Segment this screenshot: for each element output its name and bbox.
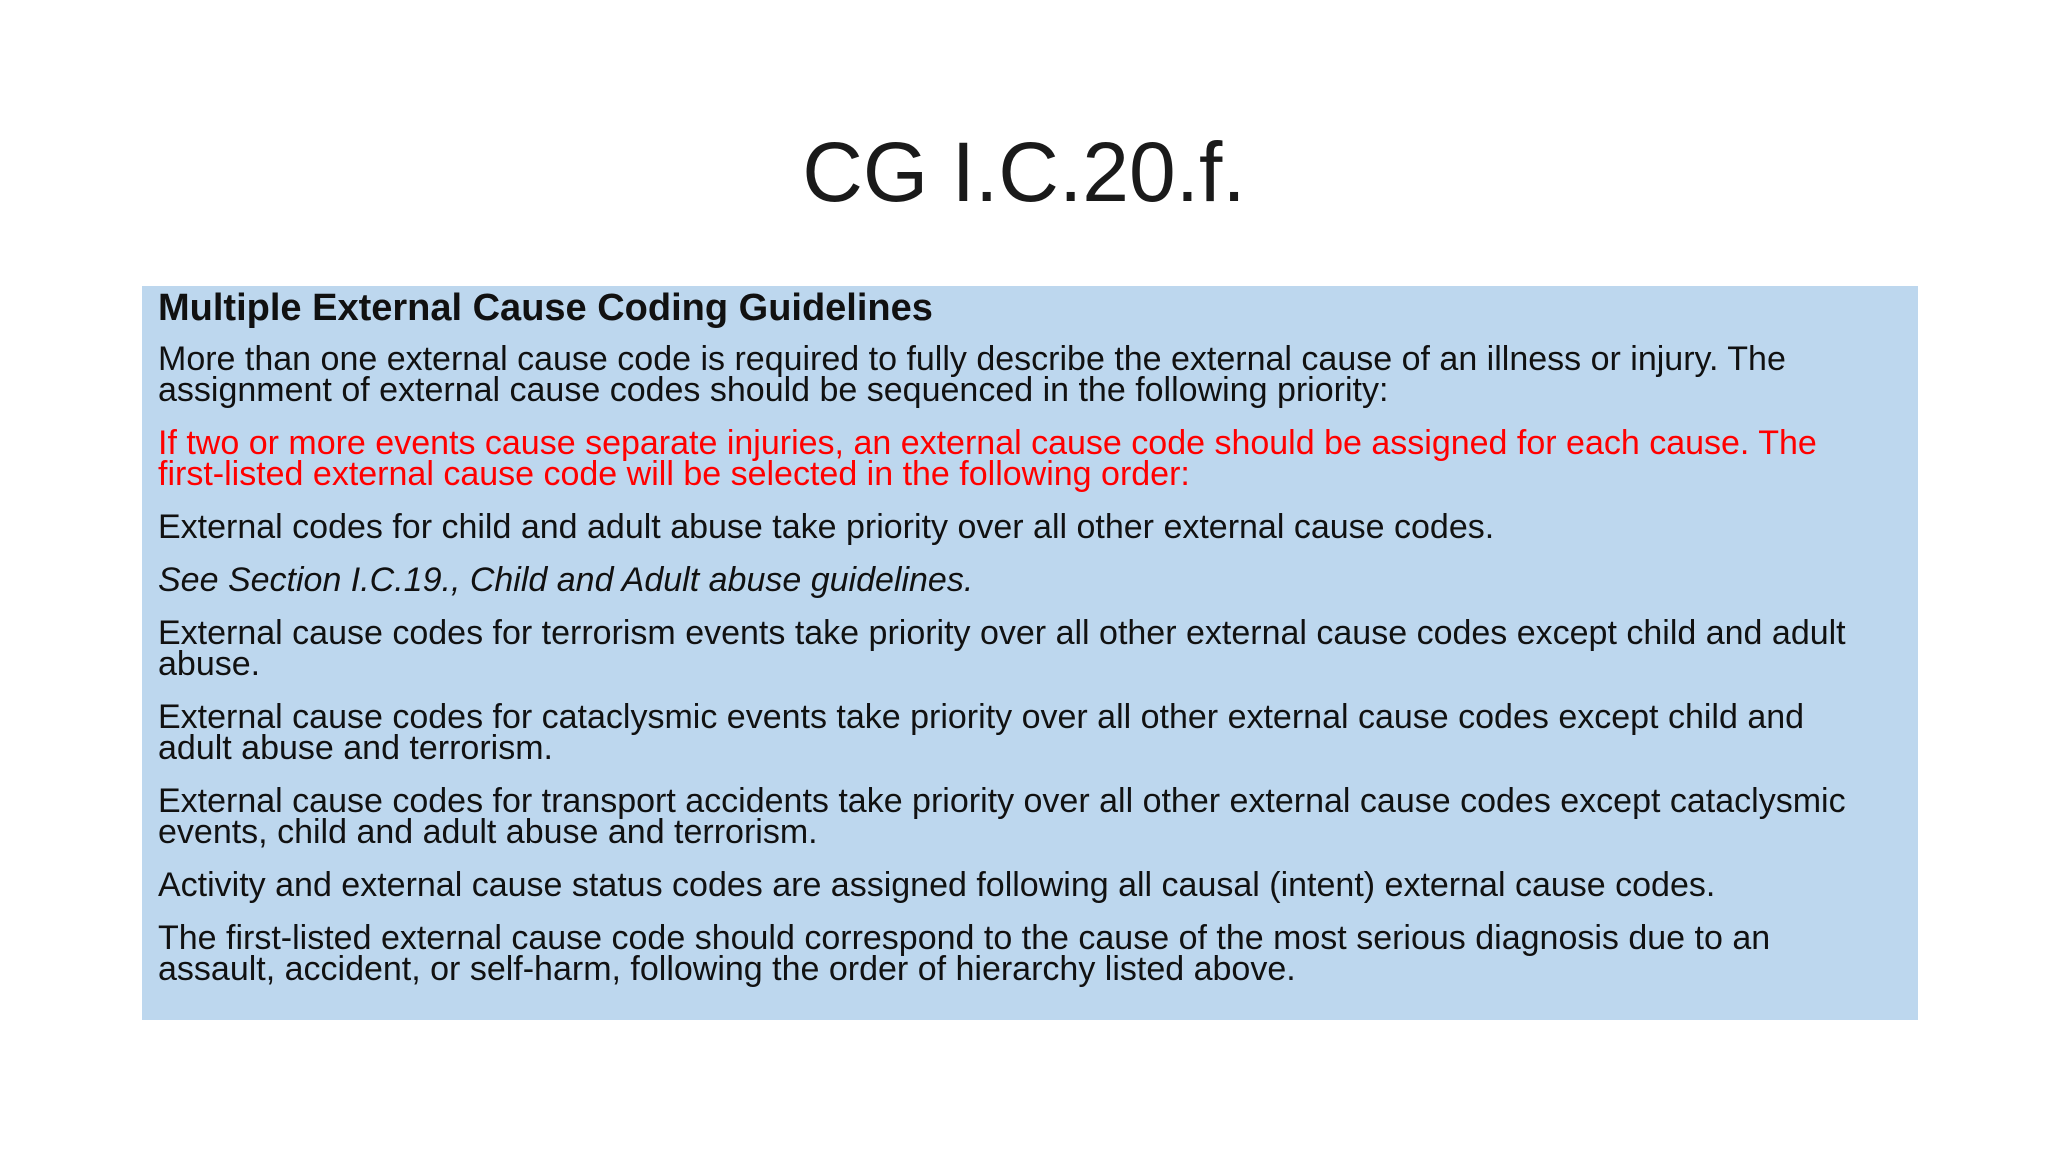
paragraph-cataclysmic: External cause codes for cataclysmic events take priority over all other external cause codes except child and adult abuse and terrorism. — [158, 698, 1805, 767]
slide-title: CG I.C.20.f. — [802, 125, 1246, 219]
box-heading: Multiple External Cause Coding Guidelines — [158, 287, 933, 329]
paragraph-first-listed: The first-listed external cause code should correspond to the cause of the most serious diagnosis due to an assault, accident, or self-harm, following the order of hierarchy listed above. — [158, 919, 1771, 988]
paragraph-terrorism: External cause codes for terrorism events take priority over all other external cause codes except child and adult abuse. — [158, 614, 1846, 683]
paragraph-transport: External cause codes for transport accidents take priority over all other external cause codes except cataclysmic events, child and adult abuse and terrorism. — [158, 782, 1846, 851]
paragraph-intro: More than one external cause code is required to fully describe the external cause of an illness or injury. The assignment of external cause codes should be sequenced in the following priority: — [158, 340, 1786, 409]
paragraph-activity-status: Activity and external cause status codes are assigned following all causal (intent) external cause codes. — [158, 866, 1716, 904]
paragraph-red-emphasis: If two or more events cause separate injuries, an external cause code should be assigned for each cause. The first-listed external cause code will be selected in the following order: — [158, 424, 1817, 493]
paragraph-child-adult-abuse: External codes for child and adult abuse take priority over all other external cause codes. — [158, 508, 1495, 546]
paragraph-see-section: See Section I.C.19., Child and Adult abuse guidelines. — [158, 561, 974, 599]
guidelines-box — [142, 286, 1918, 1020]
